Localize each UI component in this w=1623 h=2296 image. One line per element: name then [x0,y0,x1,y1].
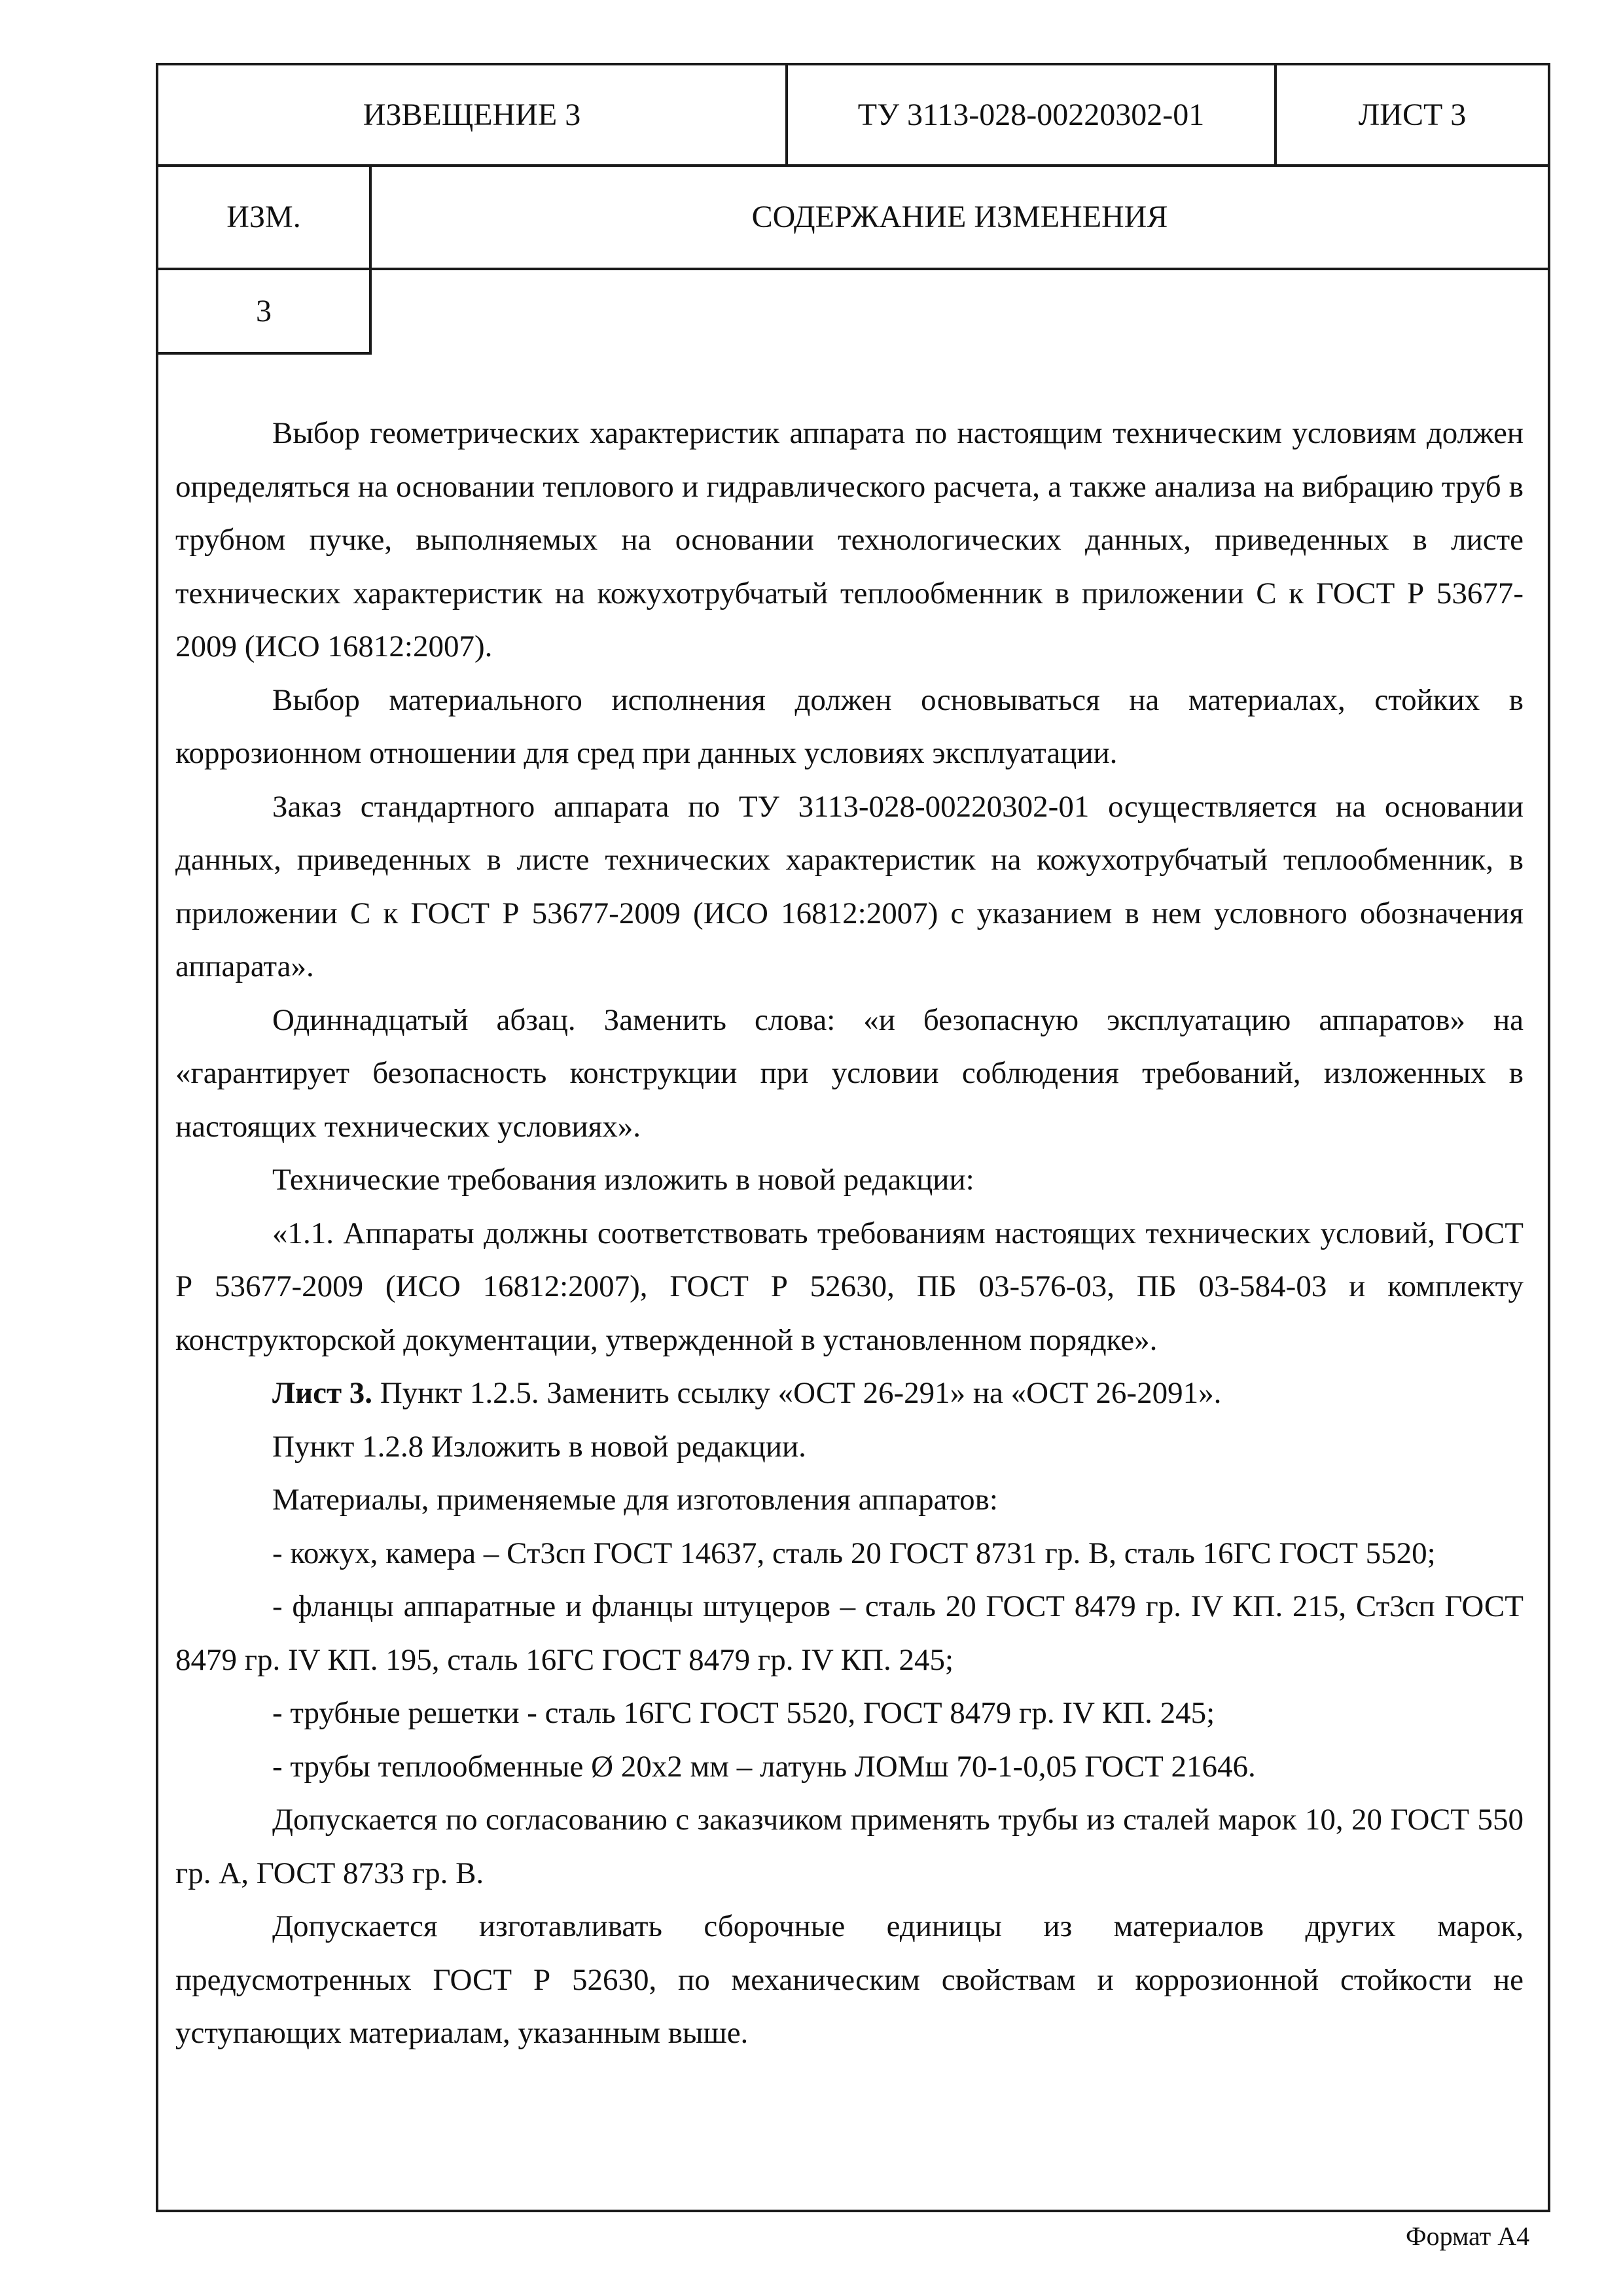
paragraph: «1.1. Аппараты должны соответствовать требованиям настоящих технических условий, ГОСТ Р 53677-2009 (ИСО 16812:2007), ГОСТ Р 52630, ПБ 03-576-03, ПБ 03-584-03 и комплекту конструкторской документации, утвержденной в установленном порядке». [175,1216,1524,1357]
paragraph: Технические требования изложить в новой редакции: [272,1163,974,1197]
sheet-number: ЛИСТ 3 [1358,97,1467,132]
change-number: 3 [256,293,272,328]
sheet-reference-text: Пункт 1.2.5. Заменить ссылку «ОСТ 26-291» на «ОСТ 26-2091». [372,1376,1222,1410]
format-label: Формат А4 [1406,2221,1530,2251]
paragraph: Одиннадцатый абзац. Заменить слова: «и безопасную эксплуатацию аппаратов» на «гарантирует безопасность конструкции при условии соблюдения требований, изложенных в настоящих технических условиях». [175,1002,1524,1144]
paragraph: Пункт 1.2.8 Изложить в новой редакции. [272,1429,806,1464]
notice-number: ИЗВЕЩЕНИЕ 3 [363,97,581,132]
list-item: - трубы теплообменные Ø 20x2 мм – латунь ЛОМш 70-1-0,05 ГОСТ 21646. [272,1749,1256,1784]
paragraph: Выбор материального исполнения должен основываться на материалах, стойких в коррозионном отношении для сред при данных условиях эксплуатации. [175,682,1524,770]
list-item: - трубные решетки - сталь 16ГС ГОСТ 5520, ГОСТ 8479 гр. IV КП. 245; [272,1696,1215,1730]
paragraph-sheet-reference [175,1367,1524,1421]
specification-number: ТУ 3113-028-00220302-01 [857,97,1205,132]
paragraph: Допускается по согласованию с заказчиком применять трубы из сталей марок 10, 20 ГОСТ 550 гр. А, ГОСТ 8733 гр. В. [175,1803,1524,1890]
paragraph: Материалы, применяемые для изготовления аппаратов: [272,1483,998,1517]
change-column-header: ИЗМ. [226,200,301,234]
list-item: - кожух, камера – Ст3сп ГОСТ 14637, сталь 20 ГОСТ 8731 гр. В, сталь 16ГС ГОСТ 5520; [272,1536,1436,1570]
sheet-reference-label: Лист 3. [272,1376,373,1410]
content-column-header: СОДЕРЖАНИЕ ИЗМЕНЕНИЯ [751,200,1168,234]
change-number-cell-bottom [156,352,372,355]
paragraph: Выбор геометрических характеристик аппарата по настоящим техническим условиям должен определяться на основании теплового и гидравлического расчета, а также анализа на вибрацию труб в трубном пучке, выполняемых на основании технологических данных, приведенных в листе технических характеристик на кожухотрубчатый теплообменник в приложении С к ГОСТ Р 53677-2009 (ИСО 16812:2007). [175,416,1524,663]
paragraph: Допускается изготавливать сборочные единицы из материалов других марок, предусмотренных ГОСТ Р 52630, по механическим свойствам и коррозионной стойкости не уступающих материалам, указанным выше. [175,1909,1524,2050]
list-item: - фланцы аппаратные и фланцы штуцеров – сталь 20 ГОСТ 8479 гр. IV КП. 215, Ст3сп ГОСТ 8479 гр. IV КП. 195, сталь 16ГС ГОСТ 8479 гр. IV КП. 245; [175,1589,1524,1677]
paragraph: Заказ стандартного аппарата по ТУ 3113-028-00220302-01 осуществляется на основании данных, приведенных в листе технических характеристик на кожухотрубчатый теплообменник, в приложении С к ГОСТ Р 53677-2009 (ИСО 16812:2007) с указанием в нем условного обозначения аппарата». [175,789,1524,983]
change-content [175,407,1524,2060]
